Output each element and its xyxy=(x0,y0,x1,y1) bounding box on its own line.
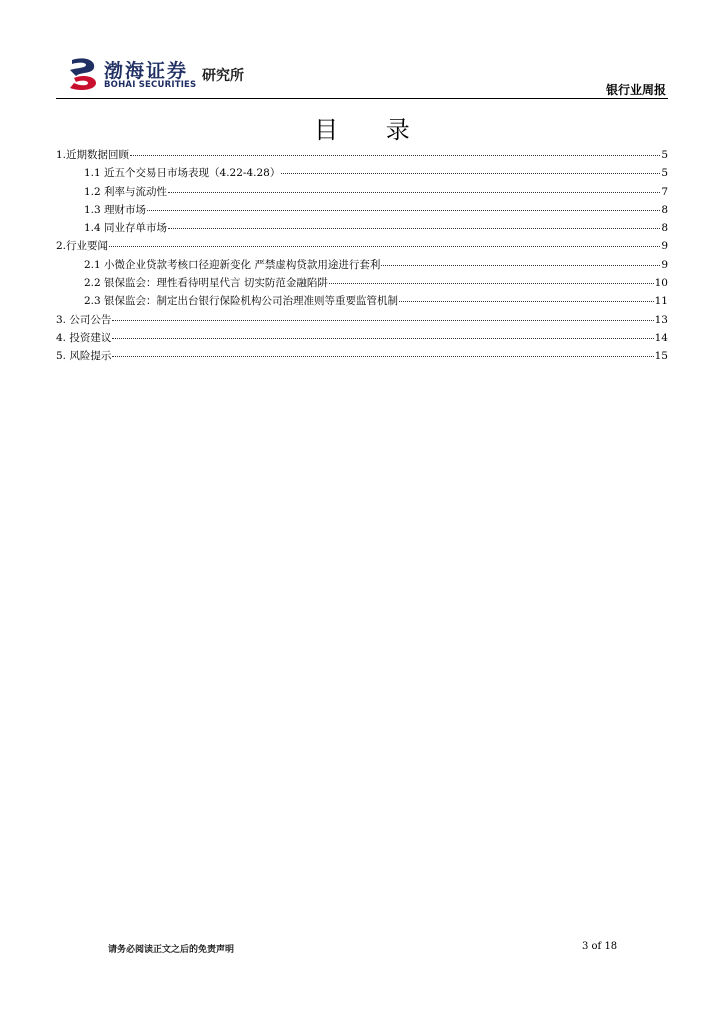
toc-entry[interactable] xyxy=(56,257,668,275)
disclaimer-note: 请务必阅读正文之后的免责声明 xyxy=(108,945,235,955)
page-number: 3 of 18 xyxy=(582,941,618,952)
toc-entry-page: 9 xyxy=(661,240,668,253)
toc-entry-page: 15 xyxy=(654,350,668,363)
toc-entry-label: 5. 风险提示 xyxy=(56,350,112,363)
table-of-contents xyxy=(56,147,668,367)
toc-entry[interactable] xyxy=(56,147,668,165)
toc-entry-label: 1.近期数据回顾 xyxy=(56,149,130,161)
toc-entry-page: 8 xyxy=(661,222,668,235)
header-divider xyxy=(56,98,668,99)
toc-leader-dots xyxy=(168,228,660,229)
toc-entry[interactable] xyxy=(56,220,668,238)
toc-leader-dots xyxy=(168,192,660,193)
toc-entry-page: 5 xyxy=(661,167,668,180)
toc-entry[interactable] xyxy=(56,238,668,256)
logo-chinese-name: 渤海证券 xyxy=(104,60,189,82)
toc-entry-page: 8 xyxy=(661,203,668,216)
toc-entry-page: 11 xyxy=(654,295,668,308)
bohai-logo-icon xyxy=(66,56,100,92)
toc-entry-label: 2.2 银保监会：理性看待明星代言 切实防范金融陷阱 xyxy=(84,277,328,290)
toc-entry[interactable] xyxy=(56,312,668,330)
toc-leader-dots xyxy=(112,356,653,357)
toc-leader-dots xyxy=(109,246,660,247)
toc-entry[interactable] xyxy=(56,275,668,293)
toc-entry-label: 2.行业要闻 xyxy=(56,240,109,253)
logo-english-name: BOHAI SECURITIES xyxy=(104,80,197,90)
toc-leader-dots xyxy=(329,283,654,284)
toc-entry[interactable] xyxy=(56,202,668,220)
toc-entry-page: 5 xyxy=(661,149,668,161)
toc-title: 目 录 xyxy=(314,116,430,144)
toc-entry[interactable] xyxy=(56,184,668,202)
toc-entry[interactable] xyxy=(56,293,668,311)
toc-entry-label: 1.4 同业存单市场 xyxy=(84,222,168,235)
toc-entry[interactable] xyxy=(56,165,668,183)
toc-leader-dots xyxy=(147,210,660,211)
toc-leader-dots xyxy=(381,265,660,266)
toc-leader-dots xyxy=(130,155,660,156)
toc-entry-page: 10 xyxy=(654,277,668,290)
toc-entry-label: 1.1 近五个交易日市场表现（4.22-4.28） xyxy=(84,167,281,180)
toc-entry[interactable] xyxy=(56,348,668,366)
page-header xyxy=(0,0,724,100)
toc-entry-label: 2.3 银保监会：制定出台银行保险机构公司治理准则等重要监管机制 xyxy=(84,295,399,308)
toc-entry-label: 1.3 理财市场 xyxy=(84,203,147,216)
toc-entry-label: 4. 投资建议 xyxy=(56,331,112,344)
institute-name: 研究所 xyxy=(202,68,244,84)
toc-entry[interactable] xyxy=(56,330,668,348)
toc-leader-dots xyxy=(112,338,653,339)
report-type-label: 银行业周报 xyxy=(605,83,666,97)
toc-entry-page: 9 xyxy=(661,258,668,271)
toc-leader-dots xyxy=(281,173,660,174)
toc-entry-label: 3. 公司公告 xyxy=(56,313,112,326)
toc-entry-page: 13 xyxy=(654,313,668,326)
toc-entry-page: 7 xyxy=(661,185,668,198)
toc-leader-dots xyxy=(112,320,653,321)
toc-entry-label: 1.2 利率与流动性 xyxy=(84,185,168,198)
toc-leader-dots xyxy=(399,301,654,302)
toc-entry-page: 14 xyxy=(654,331,668,344)
toc-entry-label: 2.1 小微企业贷款考核口径迎新变化 严禁虚构贷款用途进行套利 xyxy=(84,258,381,271)
